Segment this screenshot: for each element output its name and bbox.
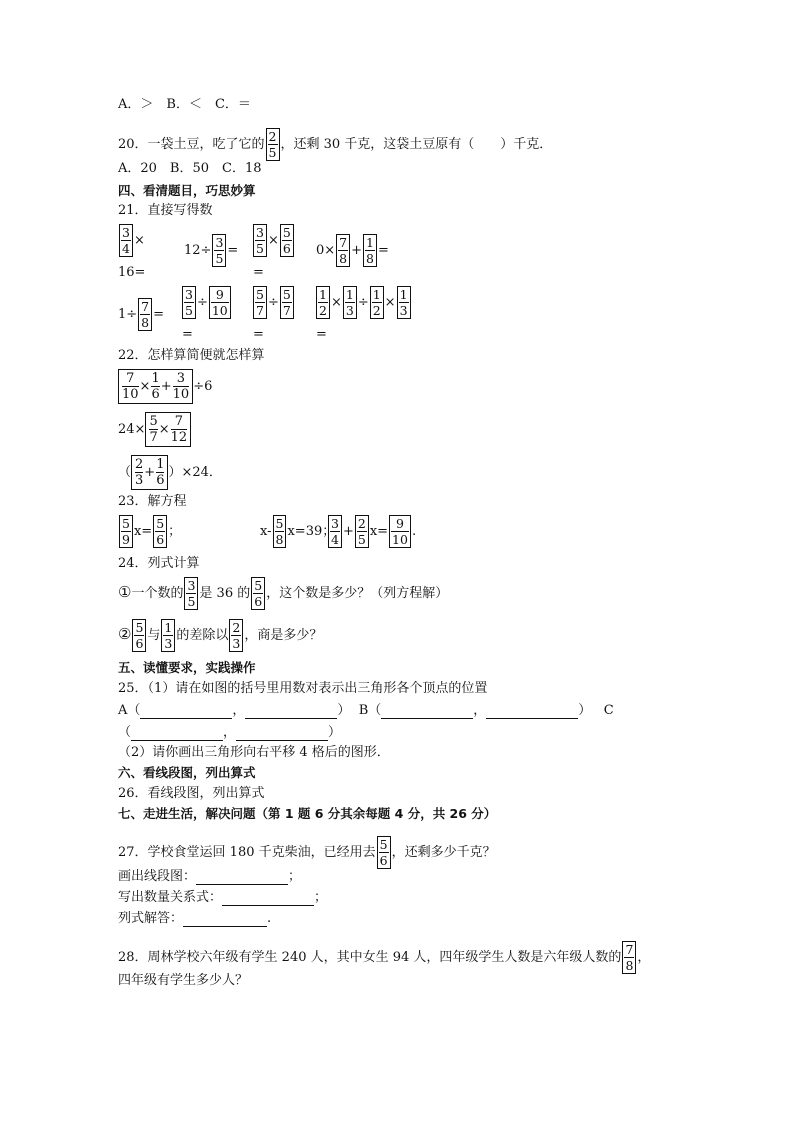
q21-item-d: 0× $\frac{7}{8}$ + $\frac{1}{8}$ = xyxy=(316,235,389,266)
q21-item-g: $\frac{5}{7}$ ÷ $\frac{5}{7}$ xyxy=(252,286,295,319)
q21-title: 21．直接写得数 xyxy=(118,203,213,218)
q24-title: 24．列式计算 xyxy=(118,556,200,571)
answer-blank[interactable] xyxy=(131,740,223,741)
answer-blank[interactable] xyxy=(381,718,473,719)
q21-item-a: $\frac{3}{4}$ × xyxy=(118,224,145,257)
answer-blank[interactable] xyxy=(222,905,314,906)
section-heading-7: 七、走进生活，解决问题（第 1 题 6 分其余每题 4 分，共 26 分） xyxy=(118,806,497,821)
q19-options: A．＞ B．＜ C．＝ xyxy=(118,97,251,112)
section-heading-6: 六、看线段图，列出算式 xyxy=(118,765,256,780)
q21-item-f: $\frac{3}{5}$ ÷ $\frac{9}{10}$ xyxy=(181,286,232,319)
answer-blank[interactable] xyxy=(196,884,288,885)
q21-item-h-eq: = xyxy=(316,327,327,342)
q21-item-a-tail: 16= xyxy=(118,265,146,280)
q28-line: 28．周林学校六年级有学生 240 人，其中女生 94 人，四年级学生人数是六年级人数的 $\frac{7}{8}$ ， xyxy=(118,942,651,973)
q23-item-b: x- $\frac{5}{8}$ x=39； xyxy=(260,516,336,547)
section-heading-4: 四、看清题目，巧思妙算 xyxy=(118,183,256,198)
q20-options: A．20 B．50 C．18 xyxy=(118,161,262,176)
q21-item-h: $\frac{1}{2}$ × $\frac{1}{3}$ ÷ $\frac{1}{2}$ × $\frac{1}{3}$ xyxy=(315,286,412,319)
q25-line-1: 25．（1）请在如图的括号里用数对表示出三角形各个顶点的位置 xyxy=(118,681,488,696)
q27-relation-line: 写出数量关系式： ； xyxy=(118,890,328,905)
q22-title: 22．怎样算简便就怎样算 xyxy=(118,348,265,363)
fraction: $\frac{2}{5}$ xyxy=(266,128,280,161)
q23-item-c: $\frac{3}{4}$ + $\frac{2}{5}$ x= $\frac{9}{10}$ . xyxy=(327,515,416,548)
answer-blank[interactable] xyxy=(183,926,267,927)
q24-item-2: ② $\frac{5}{6}$ 与 $\frac{1}{3}$ 的差除以 $\frac{2}{3}$ ，商是多少？ xyxy=(118,620,323,651)
answer-blank[interactable] xyxy=(236,740,328,741)
q25-line-2: A（ ， ） B（ ， ） C xyxy=(118,703,614,718)
q21-item-f-eq: = xyxy=(182,327,193,342)
q21-item-c: $\frac{3}{5}$ × $\frac{5}{6}$ xyxy=(252,224,295,257)
section-heading-5: 五、读懂要求，实践操作 xyxy=(118,660,256,675)
q20-text-prefix: 20．一袋土豆，吃了它的 xyxy=(118,137,265,152)
q27-draw-line: 画出线段图： ； xyxy=(118,869,302,884)
q21-item-b: 12÷ $\frac{3}{5}$ = xyxy=(184,235,239,266)
q24-item-1: ①一个数的 $\frac{3}{5}$ 是 36 的 $\frac{5}{6}$ ，这个数是多少？（列方程解） xyxy=(118,578,449,609)
q26-title: 26．看线段图，列出算式 xyxy=(118,786,265,801)
q21-item-g-eq: = xyxy=(253,327,264,342)
q20-line xyxy=(118,128,552,161)
q25-line-2b: （ ， ） xyxy=(118,725,342,740)
q22-item-b: 24× 5 7 × 7 12 xyxy=(118,412,191,447)
q28-line-2: 四年级有学生多少人？ xyxy=(118,973,249,988)
answer-blank[interactable] xyxy=(140,718,232,719)
q20-text-suffix: ，还剩 30 千克，这袋土豆原有（ ）千克． xyxy=(280,137,553,152)
q25-line-3: （2）请你画出三角形向右平移 4 格后的图形． xyxy=(118,745,390,760)
answer-blank[interactable] xyxy=(486,718,578,719)
q21-item-c-eq: = xyxy=(253,265,264,280)
q23-item-a: $\frac{5}{9}$ x= $\frac{5}{6}$ ； xyxy=(118,515,181,548)
q27-solution-line: 列式解答： . xyxy=(118,911,272,926)
q27-line: 27．学校食堂运回 180 千克柴油，已经用去 $\frac{5}{6}$ ，还剩多少千克？ xyxy=(118,837,496,868)
q23-title: 23．解方程 xyxy=(118,494,187,509)
q22-item-c: （ 2 3 + 1 6 ）×24． xyxy=(118,457,222,488)
answer-blank[interactable] xyxy=(245,718,337,719)
q22-item-a: 7 10 × 1 6 + 3 10 ÷6 xyxy=(118,369,212,404)
q21-item-e: 1÷ $\frac{7}{8}$ = xyxy=(118,299,165,330)
